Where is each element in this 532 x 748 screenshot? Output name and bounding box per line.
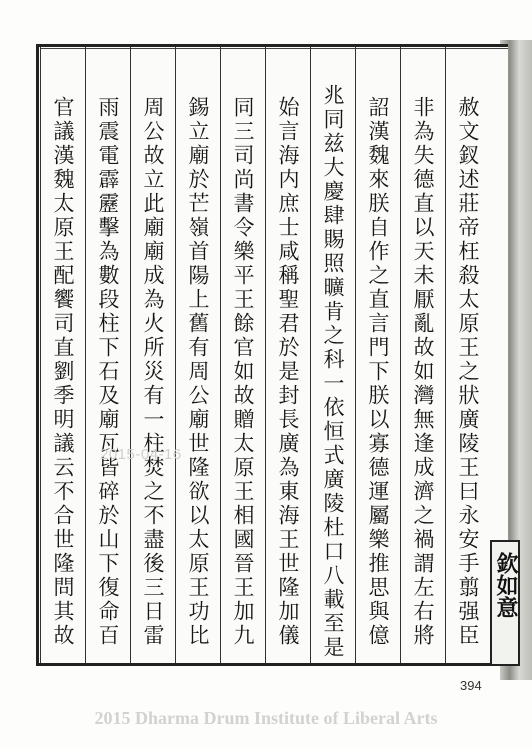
column-text: 兆同兹大慶肆賜照曠肯之科一依恒式廣陵杜口八載至是: [321, 84, 345, 660]
text-column: [85, 47, 130, 663]
text-column: [40, 47, 85, 663]
column-text: 始言海内庶士咸稱聖君於是封長廣為東海王世隆加儀: [276, 96, 300, 648]
text-column: [220, 47, 265, 663]
text-column: [130, 47, 175, 663]
column-text: 雨震電霹靂擊為數段柱下石及廟瓦皆碎於山下復命百: [96, 96, 120, 648]
text-column: [400, 47, 445, 663]
page-number: 394: [460, 678, 482, 693]
column-text: 赦文釵述莊帝枉殺太原王之狀廣陵王曰永安手翦强臣: [456, 96, 480, 648]
text-column: [310, 47, 355, 663]
column-text: 官議漢魏太原王配饗司直劉季明議云不合世隆問其故: [51, 96, 75, 648]
column-text: 錫立廟於芒嶺首陽上舊有周公廟世隆欲以太原王功比: [186, 96, 210, 648]
text-column: [175, 47, 220, 663]
footer-watermark: 2015 Dharma Drum Institute of Liberal Arts: [94, 708, 438, 728]
column-text: 詔漢魏來朕自作之直言門下朕以寡德運屬樂推思與億: [366, 96, 390, 648]
column-text: 同三司尚書令樂平王餘官如故贈太原王相國晉王加九: [231, 96, 255, 648]
text-column: [355, 47, 400, 663]
text-columns: [39, 47, 490, 663]
column-text: 周公故立此廟廟成為火所災有一柱焚之不盡後三日雷: [141, 96, 165, 648]
column-text: 非為失德直以天未厭亂故如灣無逢成濟之禍謂左右將: [411, 96, 435, 648]
text-column: [265, 47, 310, 663]
date-watermark: 2015-04-16: [100, 446, 182, 463]
text-column: [445, 47, 490, 663]
spine-title: 欽如意: [493, 552, 519, 618]
spine-label: [490, 540, 520, 666]
